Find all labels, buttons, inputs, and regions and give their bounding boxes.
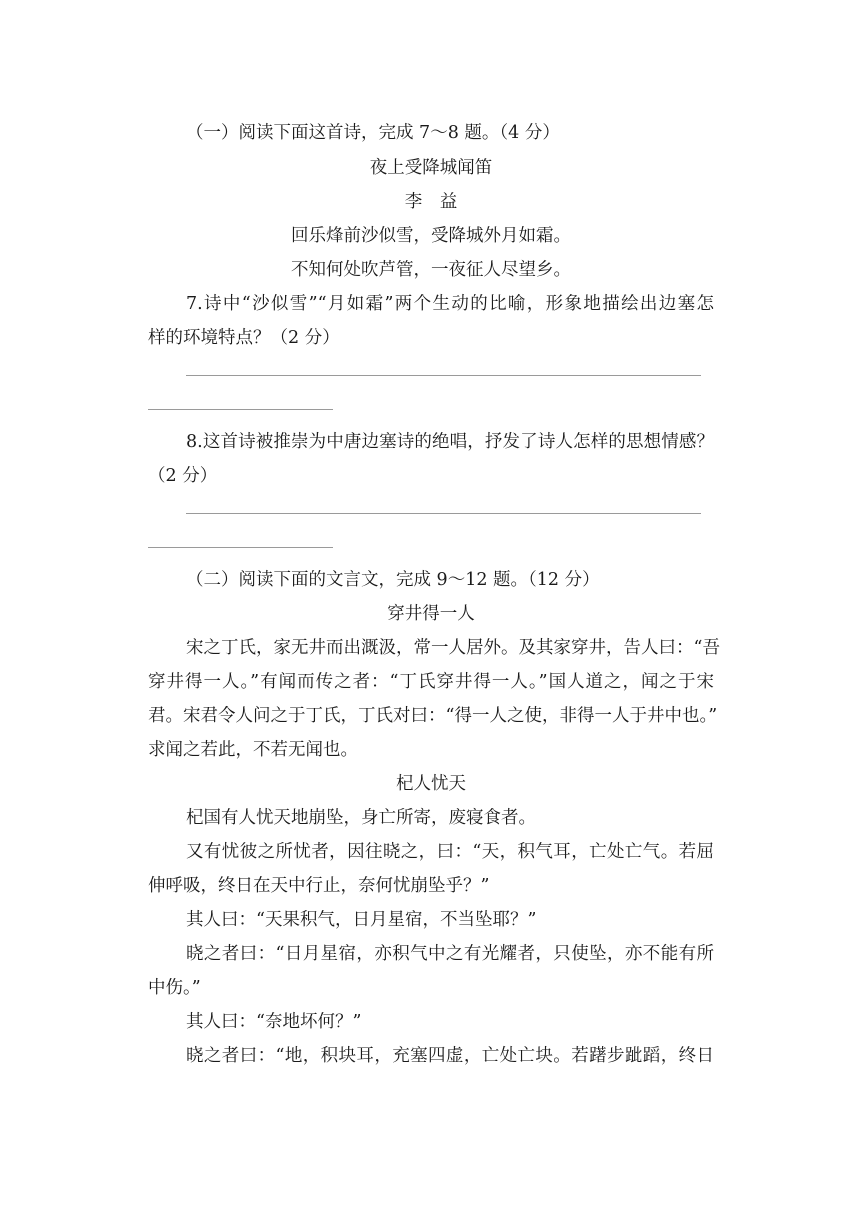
question-7-line-2: 样的环境特点？（2 分） (148, 328, 340, 348)
question-8-line-2: （2 分） (148, 466, 218, 486)
section-1-heading: （一）阅读下面这首诗，完成 7～8 题。（4 分） (186, 123, 560, 143)
passage-2-line-1: 杞国有人忧天地崩坠，身亡所寄，废寝食者。 (186, 808, 536, 828)
text-title-2: 杞人忧天 (396, 774, 466, 794)
passage-5-line-1: 晓之者曰：“日月星宿，亦积气中之有光耀者，只使坠，亦不能有所 (186, 944, 714, 964)
passage-4-line-1: 其人曰：“天果积气，日月星宿，不当坠耶？” (186, 910, 537, 930)
passage-1-line-2: 穿井得一人。”有闻而传之者：“丁氏穿井得一人。”国人道之，闻之于宋 (148, 672, 714, 692)
passage-3-line-2: 伸呼吸，终日在天中行止，奈何忧崩坠乎？” (148, 876, 490, 896)
text-title-1: 穿井得一人 (387, 604, 475, 624)
passage-5-line-2: 中伤。” (148, 978, 201, 998)
passage-1-line-4: 求闻之若此，不若无闻也。 (148, 740, 358, 760)
section-2-heading: （二）阅读下面的文言文，完成 9～12 题。（12 分） (186, 570, 600, 590)
passage-3-line-1: 又有忧彼之所忧者，因往晓之，曰：“天，积气耳，亡处亡气。若屈 (186, 842, 714, 862)
answer-line-8a[interactable] (186, 513, 701, 514)
passage-6-line-1: 其人曰：“奈地坏何？” (186, 1012, 362, 1032)
passage-1-line-1: 宋之丁氏，家无井而出溉汲，常一人居外。及其家穿井，告人曰：“吾 (186, 638, 720, 658)
passage-1-line-3: 君。宋君令人问之于丁氏，丁氏对曰：“得一人之使，非得一人于井中也。” (148, 706, 718, 726)
answer-line-8b[interactable] (148, 547, 333, 548)
poem-author: 李 益 (404, 192, 458, 212)
answer-line-7b[interactable] (148, 409, 333, 410)
poem-title: 夜上受降城闻笛 (369, 158, 493, 178)
poem-line-2: 不知何处吹芦管，一夜征人尽望乡。 (291, 260, 571, 280)
question-8-line-1: 8.这首诗被推崇为中唐边塞诗的绝唱，抒发了诗人怎样的思想情感？ (186, 432, 714, 452)
passage-7-line-1: 晓之者曰：“地，积块耳，充塞四虚，亡处亡块。若躇步跐蹈，终日 (186, 1046, 714, 1066)
answer-line-7a[interactable] (186, 375, 701, 376)
question-7-line-1: 7.诗中“沙似雪”“月如霜”两个生动的比喻，形象地描绘出边塞怎 (186, 294, 714, 314)
poem-line-1: 回乐烽前沙似雪，受降城外月如霜。 (291, 226, 571, 246)
